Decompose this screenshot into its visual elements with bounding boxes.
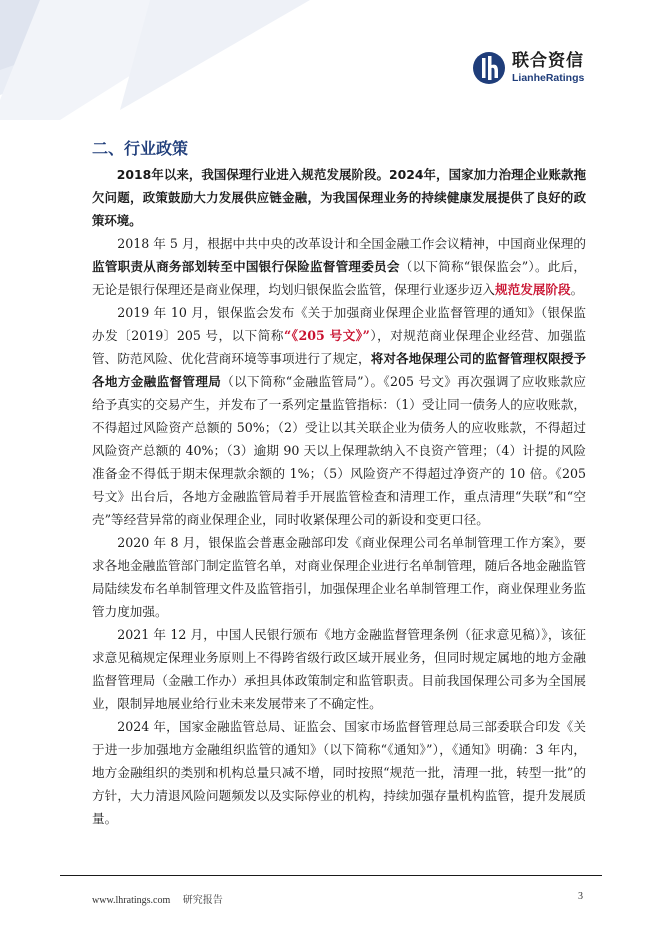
bold-segment: 将对各地保理公司的监督管理权限授予各地方金融监督管理局 bbox=[92, 351, 587, 389]
document-body bbox=[92, 163, 586, 830]
paragraph-2018 bbox=[92, 232, 586, 301]
page-number: 3 bbox=[578, 891, 583, 902]
lianhe-logo-icon bbox=[472, 51, 506, 85]
paragraph-2019 bbox=[92, 301, 586, 531]
paragraph-2024: 2024 年，国家金融监管总局、证监会、国家市场监督管理总局三部委联合印发《关于进一步加强地方金融组织监管的通知》（以下简称“《通知》”），《通知》明确：3 年内，地方金融组织的类别和机构总量只减不增，同时按照“规范一批，清理一批，转型一批”的方针，大力清退风险问题频发以及实际停业的机构，持续加强存量机构监管，提升发展质量。 bbox=[92, 719, 586, 826]
section-title: 二、行业政策 bbox=[92, 139, 189, 158]
summary-paragraph: 2018年以来，我国保理行业进入规范发展阶段。2024年，国家加力治理企业账款拖欠问题，政策鼓励大力发展供应链金融，为我国保理业务的持续健康发展提供了良好的政策环境。 bbox=[92, 167, 586, 228]
highlight-segment: “《205 号文》” bbox=[283, 328, 370, 343]
footer-website-link[interactable]: www.lhratings.com bbox=[92, 895, 171, 906]
text-segment: （以下简称“银保监会”）。此后，无论是银行保理还是商业保理，均划归银保监会监管，保理行业逐步迈入 bbox=[92, 259, 586, 297]
text-segment: 2019 年 10 月，银保监会发布《关于加强商业保理企业监督管理的通知》（银保监办发〔2019〕205 号，以下简称 bbox=[92, 305, 586, 343]
text-segment: （以下简称“金融监管局”）。《205 号文》再次强调了应收账款应给予真实的交易产生，并发布了一系列定量监管指标：（1）受让同一债务人的应收账款，不得超过风险资产总额的 50%；（2）受让以其关联企业为债务人的应收账款，不得超过风险资产总额的 40%；（3）逾期 90 天以上保理款纳入不良资产管理；（4）计提的风险准备金不得低于期末保理款余额的 1%；（5）风险资产不得超过净资产的 10 倍。《205 号文》出台后，各地方金融监管局着手开展监管检查和清理工作，重点清理“失联”和“空壳”等经营异常的商业保理企业，同时收紧保理公司的新设和变更口径。 bbox=[92, 374, 587, 527]
footer-divider bbox=[60, 875, 602, 876]
text-segment: 。 bbox=[570, 282, 584, 297]
logo-name-en: LianheRatings bbox=[512, 71, 585, 84]
highlight-segment: 规范发展阶段 bbox=[495, 282, 571, 297]
footer-report-type: 研究报告 bbox=[182, 895, 223, 906]
text-segment: 2018 年 5 月，根据中共中央的改革设计和全国金融工作会议精神，中国商业保理的 bbox=[117, 236, 586, 251]
logo-name-cn: 联合资信 bbox=[512, 50, 584, 71]
text-segment: ），对规范商业保理企业经营、加强监管、防范风险、优化营商环境等事项进行了规定， bbox=[92, 328, 586, 366]
paragraph-2020: 2020 年 8 月，银保监会普惠金融部印发《商业保理公司名单制管理工作方案》，要求各地金融监管部门制定监管名单，对商业保理企业进行名单制管理，随后各地金融监管局陆续发布名单制管理文件及监管指引，加强保理企业名单制管理工作，商业保理业务监管力度加强。 bbox=[92, 535, 586, 619]
company-logo bbox=[472, 50, 584, 86]
paragraph-2021: 2021 年 12 月，中国人民银行颁布《地方金融监督管理条例（征求意见稿）》，该征求意见稿规定保理业务原则上不得跨省级行政区域开展业务，但同时规定属地的地方金融监督管理局（金融工作办）承担具体政策制定和监管职责。目前我国保理公司多为全国展业，限制异地展业给行业未来发展带来了不确定性。 bbox=[92, 627, 586, 711]
footer-info bbox=[92, 891, 233, 906]
bold-segment: 监管职责从商务部划转至中国银行保险监督管理委员会 bbox=[92, 259, 400, 274]
